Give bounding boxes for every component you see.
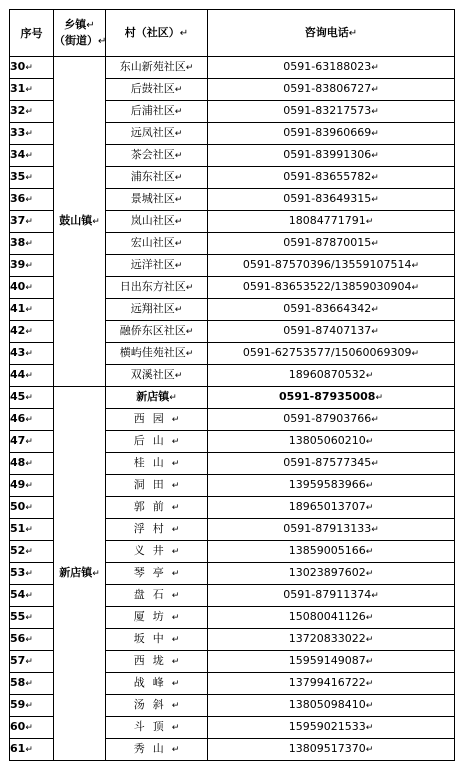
village-cell: 战峰↵ bbox=[106, 673, 208, 695]
row-number: 46↵ bbox=[10, 409, 54, 431]
village-cell: 后鼓社区↵ bbox=[106, 79, 208, 101]
village-cell: 新店镇↵ bbox=[106, 387, 208, 409]
village-cell: 桂山↵ bbox=[106, 453, 208, 475]
row-number: 45↵ bbox=[10, 387, 54, 409]
row-number: 47↵ bbox=[10, 431, 54, 453]
phone-cell: 13799416722↵ bbox=[208, 673, 455, 695]
row-number: 59↵ bbox=[10, 695, 54, 717]
village-cell: 西垅↵ bbox=[106, 651, 208, 673]
village-cell: 岚山社区↵ bbox=[106, 211, 208, 233]
village-cell: 坂中↵ bbox=[106, 629, 208, 651]
phone-cell: 0591-87911374↵ bbox=[208, 585, 455, 607]
phone-cell: 0591-83664342↵ bbox=[208, 299, 455, 321]
row-number: 38↵ bbox=[10, 233, 54, 255]
row-number: 40↵ bbox=[10, 277, 54, 299]
village-cell: 横屿佳苑社区↵ bbox=[106, 343, 208, 365]
row-number: 58↵ bbox=[10, 673, 54, 695]
row-number: 57↵ bbox=[10, 651, 54, 673]
phone-cell: 13805098410↵ bbox=[208, 695, 455, 717]
village-cell: 东山新苑社区↵ bbox=[106, 57, 208, 79]
phone-cell: 0591-62753577/15060069309↵ bbox=[208, 343, 455, 365]
row-number: 52↵ bbox=[10, 541, 54, 563]
phone-cell: 0591-63188023↵ bbox=[208, 57, 455, 79]
phone-cell: 0591-83653522/13859030904↵ bbox=[208, 277, 455, 299]
phone-cell: 13805060210↵ bbox=[208, 431, 455, 453]
phone-cell: 18960870532↵ bbox=[208, 365, 455, 387]
phone-cell: 13859005166↵ bbox=[208, 541, 455, 563]
row-number: 53↵ bbox=[10, 563, 54, 585]
village-cell: 西园↵ bbox=[106, 409, 208, 431]
row-number: 37↵ bbox=[10, 211, 54, 233]
village-cell: 浮村↵ bbox=[106, 519, 208, 541]
phone-cell: 0591-87570396/13559107514↵ bbox=[208, 255, 455, 277]
village-cell: 宏山社区↵ bbox=[106, 233, 208, 255]
row-number: 39↵ bbox=[10, 255, 54, 277]
row-number: 34↵ bbox=[10, 145, 54, 167]
phone-cell: 0591-83217573↵ bbox=[208, 101, 455, 123]
header-town: 乡镇↵ （街道）↵ bbox=[54, 10, 106, 57]
town-cell: 新店镇↵ bbox=[54, 387, 106, 761]
phone-cell: 0591-83960669↵ bbox=[208, 123, 455, 145]
phone-cell: 13809517370↵ bbox=[208, 739, 455, 761]
row-number: 30↵ bbox=[10, 57, 54, 79]
phone-cell: 0591-87935008↵ bbox=[208, 387, 455, 409]
village-cell: 景城社区↵ bbox=[106, 189, 208, 211]
row-number: 43↵ bbox=[10, 343, 54, 365]
phone-cell: 15959021533↵ bbox=[208, 717, 455, 739]
phone-cell: 0591-87870015↵ bbox=[208, 233, 455, 255]
table-header bbox=[10, 10, 455, 57]
row-number: 56↵ bbox=[10, 629, 54, 651]
village-cell: 义井↵ bbox=[106, 541, 208, 563]
village-cell: 后浦社区↵ bbox=[106, 101, 208, 123]
village-cell: 厦坊↵ bbox=[106, 607, 208, 629]
phone-cell: 0591-83655782↵ bbox=[208, 167, 455, 189]
village-cell: 远洋社区↵ bbox=[106, 255, 208, 277]
village-cell: 后山↵ bbox=[106, 431, 208, 453]
row-number: 49↵ bbox=[10, 475, 54, 497]
row-number: 42↵ bbox=[10, 321, 54, 343]
village-cell: 斗顶↵ bbox=[106, 717, 208, 739]
header-village: 村（社区）↵ bbox=[106, 10, 208, 57]
phone-cell: 0591-83991306↵ bbox=[208, 145, 455, 167]
phone-cell: 18084771791↵ bbox=[208, 211, 455, 233]
village-cell: 融侨东区社区↵ bbox=[106, 321, 208, 343]
header-number: 序号 bbox=[10, 10, 54, 57]
village-cell: 远翔社区↵ bbox=[106, 299, 208, 321]
row-number: 51↵ bbox=[10, 519, 54, 541]
village-cell: 双溪社区↵ bbox=[106, 365, 208, 387]
header-row bbox=[10, 10, 455, 57]
phone-cell: 0591-87913133↵ bbox=[208, 519, 455, 541]
phone-cell: 13720833022↵ bbox=[208, 629, 455, 651]
phone-cell: 18965013707↵ bbox=[208, 497, 455, 519]
row-number: 35↵ bbox=[10, 167, 54, 189]
phone-cell: 15080041126↵ bbox=[208, 607, 455, 629]
village-cell: 日出东方社区↵ bbox=[106, 277, 208, 299]
village-cell: 茶会社区↵ bbox=[106, 145, 208, 167]
table-row bbox=[10, 387, 455, 409]
village-cell: 琴亭↵ bbox=[106, 563, 208, 585]
phone-cell: 13959583966↵ bbox=[208, 475, 455, 497]
village-cell: 汤斜↵ bbox=[106, 695, 208, 717]
row-number: 44↵ bbox=[10, 365, 54, 387]
phone-cell: 0591-87903766↵ bbox=[208, 409, 455, 431]
row-number: 50↵ bbox=[10, 497, 54, 519]
phone-cell: 0591-87407137↵ bbox=[208, 321, 455, 343]
row-number: 55↵ bbox=[10, 607, 54, 629]
village-cell: 秀山↵ bbox=[106, 739, 208, 761]
table-body bbox=[10, 57, 455, 761]
phone-cell: 13023897602↵ bbox=[208, 563, 455, 585]
phone-cell: 0591-83649315↵ bbox=[208, 189, 455, 211]
row-number: 54↵ bbox=[10, 585, 54, 607]
village-cell: 盘石↵ bbox=[106, 585, 208, 607]
row-number: 48↵ bbox=[10, 453, 54, 475]
phone-cell: 0591-87577345↵ bbox=[208, 453, 455, 475]
header-phone: 咨询电话↵ bbox=[208, 10, 455, 57]
town-cell: 鼓山镇↵ bbox=[54, 57, 106, 387]
row-number: 41↵ bbox=[10, 299, 54, 321]
row-number: 31↵ bbox=[10, 79, 54, 101]
row-number: 36↵ bbox=[10, 189, 54, 211]
row-number: 32↵ bbox=[10, 101, 54, 123]
row-number: 33↵ bbox=[10, 123, 54, 145]
village-cell: 郭前↵ bbox=[106, 497, 208, 519]
row-number: 60↵ bbox=[10, 717, 54, 739]
consultation-phone-table bbox=[9, 9, 455, 761]
village-cell: 浦东社区↵ bbox=[106, 167, 208, 189]
phone-cell: 0591-83806727↵ bbox=[208, 79, 455, 101]
table-row bbox=[10, 57, 455, 79]
village-cell: 洞田↵ bbox=[106, 475, 208, 497]
row-number: 61↵ bbox=[10, 739, 54, 761]
village-cell: 远凤社区↵ bbox=[106, 123, 208, 145]
phone-cell: 15959149087↵ bbox=[208, 651, 455, 673]
